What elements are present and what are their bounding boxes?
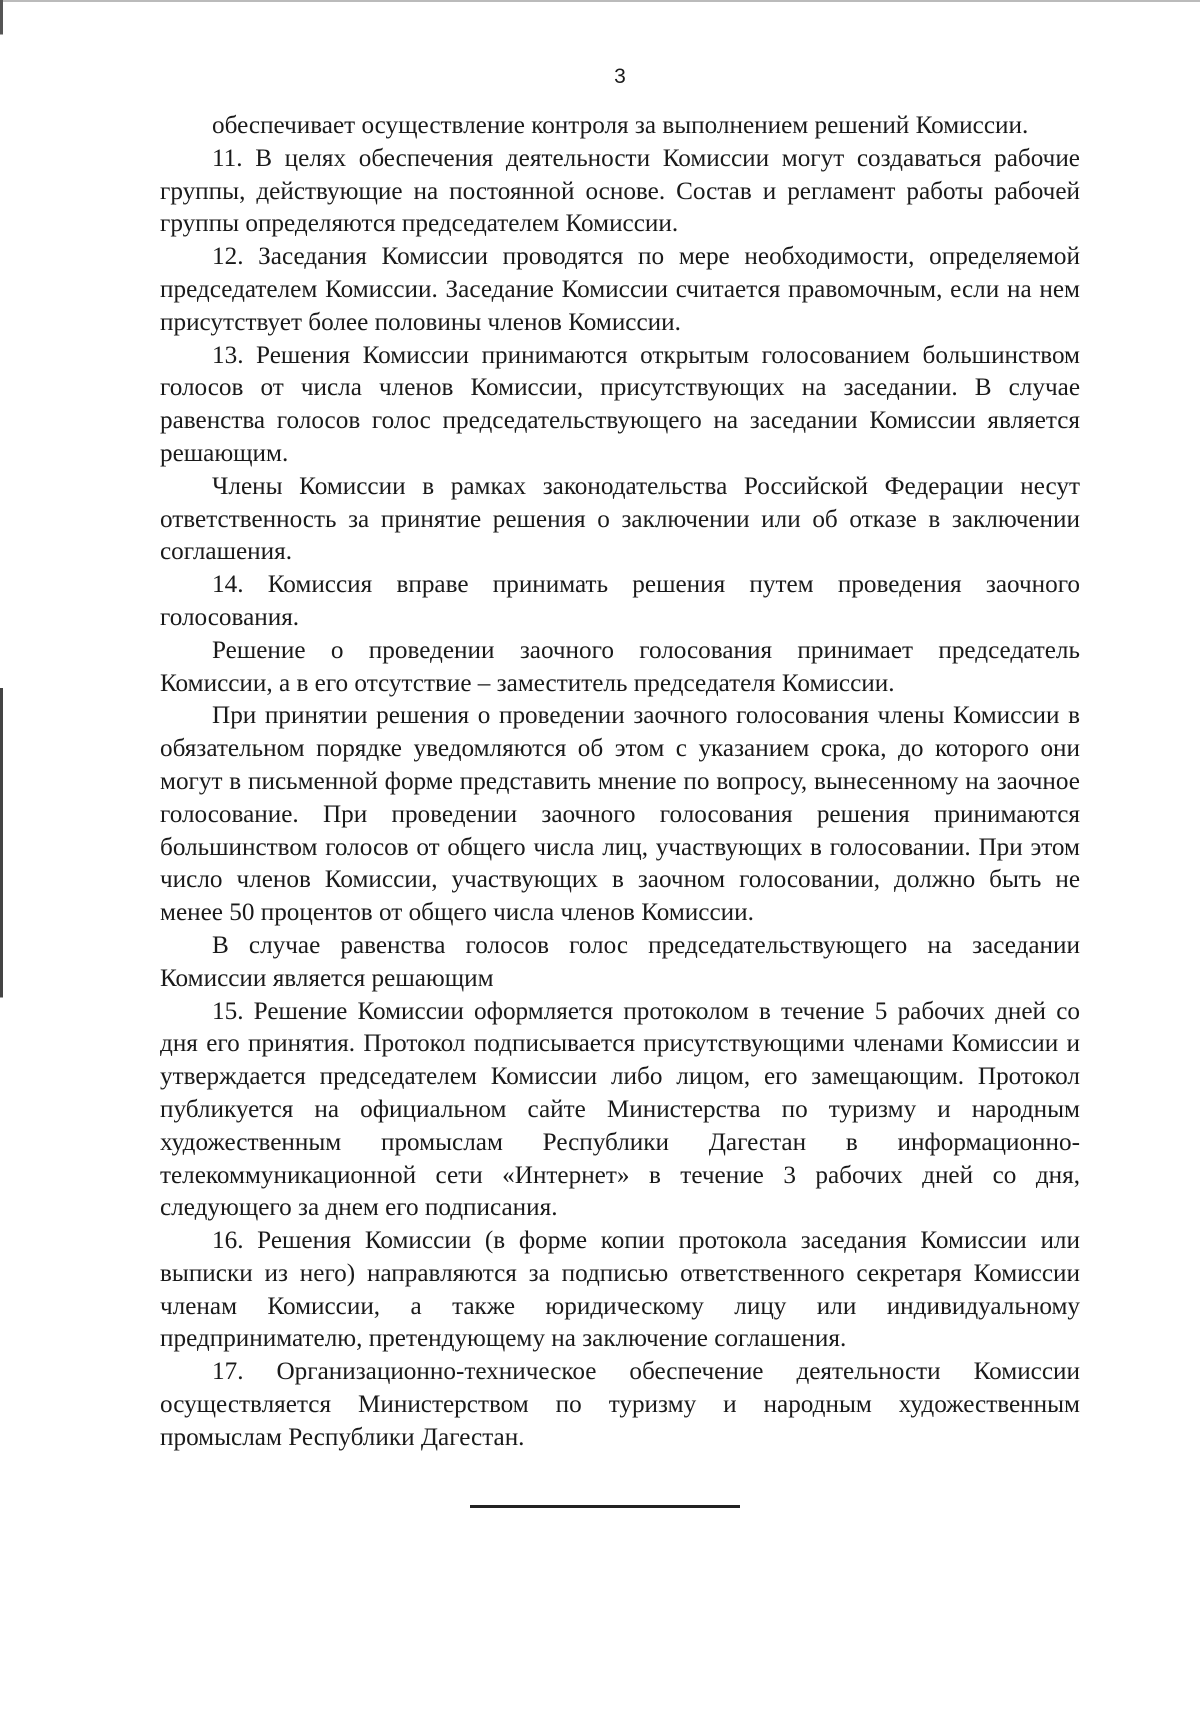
paragraph-17: 17. Организационно-техническое обеспечение деятельности Комиссии осуществляется Министерством по туризму и народным художественным промыслам Республики Дагестан.: [160, 1358, 1080, 1451]
page-number: 3: [614, 65, 626, 88]
paragraph-15: 15. Решение Комиссии оформляется протоколом в течение 5 рабочих дней со дня его принятия. Протокол подписывается присутствующими членами Комиссии и утверждается председателем Комиссии либо лицом, его замещающим. Протокол публикуется на официальном сайте Министерства по туризму и народным художественным промыслам Республики Дагестан в информационно-телекоммуникационной сети «Интернет» в течение 3 рабочих дней со дня, следующего за днем его подписания.: [160, 997, 1080, 1222]
end-of-document-rule: [470, 1505, 740, 1508]
paragraph-11: 11. В целях обеспечения деятельности Комиссии могут создаваться рабочие группы, действующие на постоянной основе. Состав и регламент работы рабочей группы определяются председателем Комиссии.: [160, 144, 1080, 238]
scan-edge-left: [0, 0, 3, 1720]
paragraph-13: 13. Решения Комиссии принимаются открытым голосованием большинством голосов от числа членов Комиссии, присутствующих на заседании. В случае равенства голосов голос председательствующего на заседании Комиссии является решающим.: [160, 341, 1080, 467]
paragraph-16: 16. Решения Комиссии (в форме копии протокола заседания Комиссии или выписки из него) направляются за подписью ответственного секретаря Комиссии членам Комиссии, а также юридическому лицу или индивидуальному предпринимателю, претендующему на заключение соглашения.: [160, 1227, 1080, 1353]
paragraph-12: 12. Заседания Комиссии проводятся по мере необходимости, определяемой председателем Комиссии. Заседание Комиссии считается правомочным, если на нем присутствует более половины членов Комиссии.: [160, 243, 1080, 336]
paragraph-14-decision: Решение о проведении заочного голосования принимает председатель Комиссии, а в его отсутствие – заместитель председателя Комиссии.: [160, 636, 1080, 697]
scan-edge-top: [0, 0, 1200, 2]
paragraph-13-members-responsibility: Члены Комиссии в рамках законодательства Российской Федерации несут ответственность за принятие решения о заключении или об отказе в заключении соглашения.: [160, 472, 1080, 566]
paragraph-14-procedure: При принятии решения о проведении заочного голосования члены Комиссии в обязательном порядке уведомляются об этом с указанием срока, до которого они могут в письменной форме представить мнение по вопросу, вынесенному на заочное голосование. При проведении заочного голосования решения принимаются большинством голосов от общего числа лиц, участвующих в голосовании. При этом число членов Комиссии, участвующих в заочном голосовании, должно быть не менее 50 процентов от общего числа членов Комиссии.: [160, 702, 1080, 927]
paragraph-14-tie: В случае равенства голосов голос председательствующего на заседании Комиссии является решающим: [160, 931, 1080, 992]
paragraph-continuation: обеспечивает осуществление контроля за выполнением решений Комиссии.: [212, 112, 1029, 139]
document-page: [160, 66, 1080, 1508]
paragraph-14: 14. Комиссия вправе принимать решения путем проведения заочного голосования.: [160, 571, 1080, 631]
